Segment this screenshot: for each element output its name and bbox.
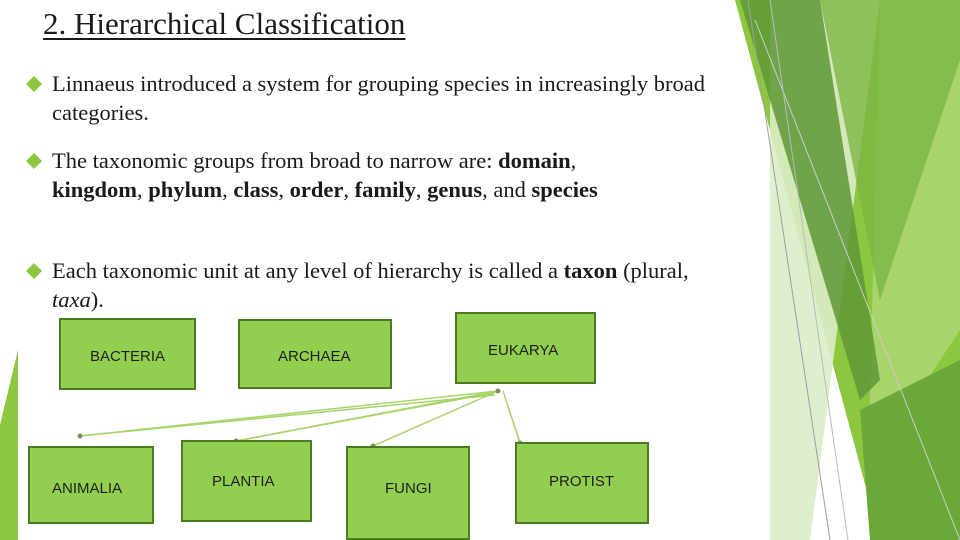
bullet-diamond-icon bbox=[26, 76, 42, 92]
rank-order: order bbox=[289, 177, 344, 202]
connector-protist bbox=[503, 391, 520, 443]
domain-box-archaea bbox=[238, 319, 392, 389]
kingdom-box-plantia bbox=[181, 440, 312, 522]
rank-genus: genus bbox=[427, 177, 483, 202]
connector-dot bbox=[78, 434, 83, 439]
term-taxon: taxon bbox=[563, 258, 618, 283]
bullet-2 bbox=[26, 146, 646, 204]
domain-label-eukarya: EUKARYA bbox=[488, 342, 559, 359]
kingdom-box-protist bbox=[515, 442, 649, 524]
connector-dot bbox=[496, 389, 501, 394]
kingdom-label-fungi: FUNGI bbox=[385, 480, 432, 497]
bullet-1-text: Linnaeus introduced a system for grouping species in increasingly broad categories. bbox=[52, 71, 705, 125]
rank-phylum: phylum bbox=[148, 177, 223, 202]
decor-shape bbox=[0, 350, 18, 540]
bullet-diamond-icon bbox=[26, 263, 42, 279]
domain-box-eukarya bbox=[455, 312, 596, 384]
bullet-2-text: The taxonomic groups from broad to narrow are: domain, kingdom, phylum, class, order, family, genus, and species bbox=[52, 148, 598, 202]
rank-species: species bbox=[531, 177, 598, 202]
bullet-3-text: Each taxonomic unit at any level of hierarchy is called a taxon (plural, taxa). bbox=[52, 258, 689, 312]
kingdom-box-animalia bbox=[28, 446, 154, 524]
kingdom-label-protist: PROTIST bbox=[549, 473, 615, 490]
bullet-diamond-icon bbox=[26, 153, 42, 169]
domain-label-archaea: ARCHAEA bbox=[278, 348, 351, 365]
connector-fungi bbox=[373, 391, 498, 446]
rank-domain: domain bbox=[498, 148, 571, 173]
kingdom-box-fungi bbox=[346, 446, 470, 540]
domain-label-bacteria: BACTERIA bbox=[90, 348, 166, 365]
term-taxa: taxa bbox=[52, 287, 91, 312]
rank-kingdom: kingdom bbox=[52, 177, 138, 202]
rank-family: family bbox=[354, 177, 416, 202]
bullet-1 bbox=[26, 69, 726, 127]
bullet-3 bbox=[26, 256, 726, 314]
rank-class: class bbox=[233, 177, 279, 202]
connector-extra bbox=[80, 395, 495, 436]
bullet-2-intro: The taxonomic groups from broad to narrow are: bbox=[52, 148, 493, 173]
kingdom-label-plantia: PLANTIA bbox=[212, 473, 275, 490]
kingdom-label-animalia: ANIMALIA bbox=[52, 480, 123, 497]
slide-title: 2. Hierarchical Classification bbox=[43, 6, 406, 41]
domain-box-bacteria bbox=[59, 318, 196, 390]
